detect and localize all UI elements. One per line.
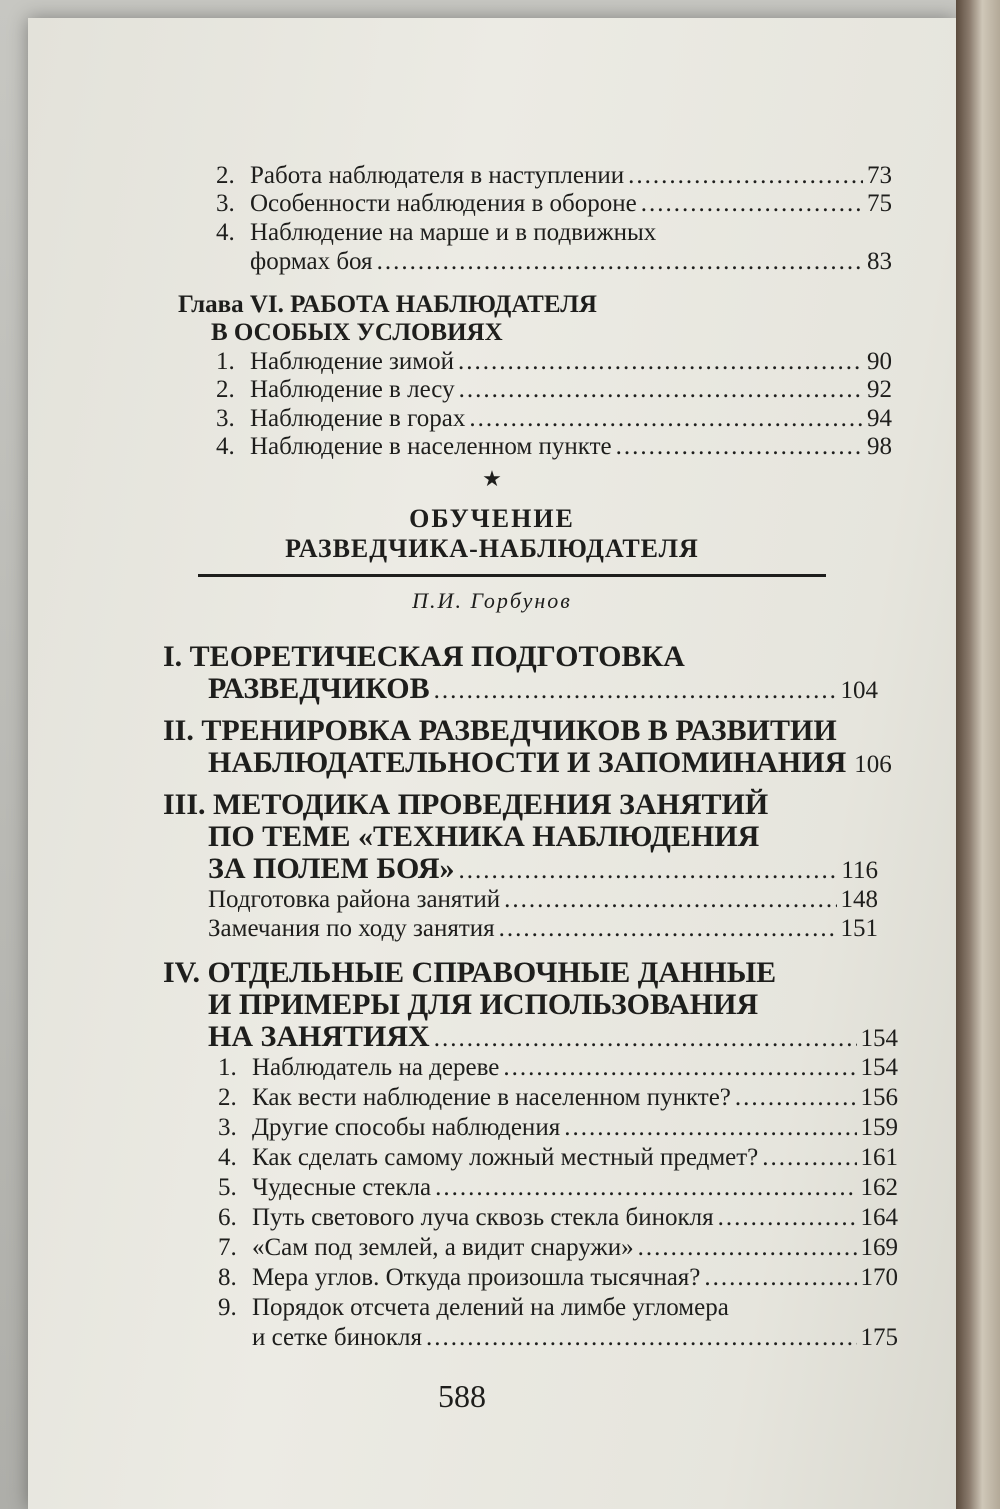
entry-title: Порядок отсчета делений на лимбе угломера [252,1294,729,1321]
section-rule [198,574,826,577]
entry-page: 162 [860,1174,898,1201]
part-heading-line2: И ПРИМЕРЫ ДЛЯ ИСПОЛЬЗОВАНИЯ [208,988,759,1021]
toc-entry [216,348,892,376]
leader-dots [434,1025,857,1053]
leader-dots [762,1144,856,1172]
toc-entry [216,190,892,218]
toc-entry [218,1174,898,1202]
part-heading: I. ТЕОРЕТИЧЕСКАЯ ПОДГОТОВКА [163,640,685,673]
leader-dots [718,1204,857,1232]
entry-number: 3. [218,1114,237,1141]
toc-entry [218,1144,898,1172]
star-ornament: ★ [482,466,502,491]
toc-entry [216,376,892,404]
author-name: П.И. Горбунов [412,588,572,613]
leader-dots [616,433,863,461]
entry-title: формах боя [250,248,373,275]
entry-page: 151 [840,915,878,942]
leader-dots [638,1234,857,1262]
entry-page: 175 [860,1324,898,1351]
book-page [28,18,956,1509]
toc-entry [218,1204,898,1232]
leader-dots [426,1324,856,1352]
toc-entry [216,433,892,461]
part-heading-line2: ПО ТЕМЕ «ТЕХНИКА НАБЛЮДЕНИЯ [208,820,760,853]
entry-title: Путь светового луча сквозь стекла бинокля [252,1204,714,1231]
toc-entry-continuation [252,1324,898,1352]
toc-entry [208,915,878,943]
entry-title: РАЗВЕДЧИКОВ [208,672,430,705]
part-heading: II. ТРЕНИРОВКА РАЗВЕДЧИКОВ В РАЗВИТИИ [163,714,837,747]
entry-title: Как вести наблюдение в населенном пункте? [252,1084,731,1111]
entry-title: Наблюдение на марше и в подвижных [250,219,657,246]
entry-title: Замечания по ходу занятия [208,915,495,942]
part-heading-line3 [208,852,878,886]
section-title: ОБУЧЕНИЕ [409,504,575,533]
entry-title: Подготовка района занятий [208,886,501,913]
entry-number: 2. [218,1084,237,1111]
entry-page: 92 [867,376,892,403]
leader-dots [459,857,838,885]
leader-dots [435,1174,856,1202]
leader-dots [503,1054,856,1082]
toc-entry [216,219,892,247]
entry-page: 159 [860,1114,898,1141]
entry-number: 2. [216,162,235,189]
page-number: 588 [438,1378,486,1414]
leader-dots [628,162,863,190]
entry-title: Работа наблюдателя в наступлении [250,162,625,189]
leader-dots [434,677,837,705]
toc-entry [218,1114,898,1142]
entry-page: 73 [867,162,892,189]
entry-page: 161 [860,1144,898,1171]
entry-title: НАБЛЮДАТЕЛЬНОСТИ И ЗАПОМИНАНИЯ [208,746,847,779]
part-heading-line2 [208,746,892,780]
entry-page: 170 [860,1264,898,1291]
entry-title: Наблюдение в населенном пункте [250,433,612,460]
entry-page: 148 [840,886,878,913]
entry-page: 98 [867,433,892,460]
part-heading-line3 [208,1020,898,1054]
entry-number: 3. [216,190,235,217]
entry-number: 6. [218,1204,237,1231]
entry-page: 94 [867,405,892,432]
leader-dots [735,1084,857,1112]
entry-number: 7. [218,1234,237,1261]
entry-page: 106 [854,751,892,778]
entry-title: Чудесные стекла [252,1174,432,1201]
entry-title: Другие способы наблюдения [252,1114,561,1141]
entry-page: 104 [840,677,878,704]
entry-page: 156 [860,1084,898,1111]
toc-entry-continuation [250,248,892,276]
entry-number: 9. [218,1294,237,1321]
entry-number: 3. [216,405,235,432]
entry-title: Наблюдатель на дереве [252,1054,500,1081]
leader-dots [459,376,863,404]
entry-number: 4. [216,219,235,246]
entry-number: 8. [218,1264,237,1291]
entry-title: и сетке бинокля [252,1324,423,1351]
entry-page: 154 [860,1054,898,1081]
section-title-line2: РАЗВЕДЧИКА-НАБЛЮДАТЕЛЯ [285,534,699,563]
toc-entry [218,1294,898,1322]
entry-number: 4. [218,1144,237,1171]
chapter-heading-line2: В ОСОБЫХ УСЛОВИЯХ [211,319,503,346]
entry-page: 116 [841,857,878,884]
entry-page: 154 [860,1025,898,1052]
entry-number: 2. [216,376,235,403]
entry-page: 90 [867,348,892,375]
entry-page: 169 [860,1234,898,1261]
entry-title: Наблюдение в лесу [250,376,455,403]
toc-entry [208,886,878,914]
entry-title: Особенности наблюдения в обороне [250,190,637,217]
entry-page: 164 [860,1204,898,1231]
part-heading: IV. ОТДЕЛЬНЫЕ СПРАВОЧНЫЕ ДАННЫЕ [163,956,777,989]
leader-dots [499,915,837,943]
toc-entry [218,1234,898,1262]
entry-title: «Сам под землей, а видит снаружи» [252,1234,634,1261]
table-of-contents [28,18,956,1509]
toc-entry [218,1084,898,1112]
book-spine-edge [956,0,1000,1509]
leader-dots [704,1264,856,1292]
part-heading-line2 [208,672,878,706]
entry-number: 4. [216,433,235,460]
part-heading: III. МЕТОДИКА ПРОВЕДЕНИЯ ЗАНЯТИЙ [163,788,769,821]
toc-entry [216,162,892,190]
leader-dots [641,190,863,218]
entry-number: 5. [218,1174,237,1201]
leader-dots [377,248,863,276]
entry-title: Как сделать самому ложный местный предмет? [252,1144,759,1171]
leader-dots [504,886,836,914]
toc-entry [218,1264,898,1292]
entry-title: НА ЗАНЯТИЯХ [208,1020,430,1053]
toc-entry [216,405,892,433]
entry-number: 1. [218,1054,237,1081]
entry-title: Наблюдение зимой [250,348,455,375]
leader-dots [458,348,863,376]
chapter-heading: Глава VI. РАБОТА НАБЛЮДАТЕЛЯ [178,291,597,318]
leader-dots [564,1114,856,1142]
leader-dots [469,405,863,433]
toc-entry [218,1054,898,1082]
entry-number: 1. [216,348,235,375]
entry-page: 83 [867,248,892,275]
entry-page: 75 [867,190,892,217]
entry-title: Наблюдение в горах [250,405,466,432]
entry-title: Мера углов. Откуда произошла тысячная? [252,1264,701,1291]
entry-title: ЗА ПОЛЕМ БОЯ» [208,852,455,885]
